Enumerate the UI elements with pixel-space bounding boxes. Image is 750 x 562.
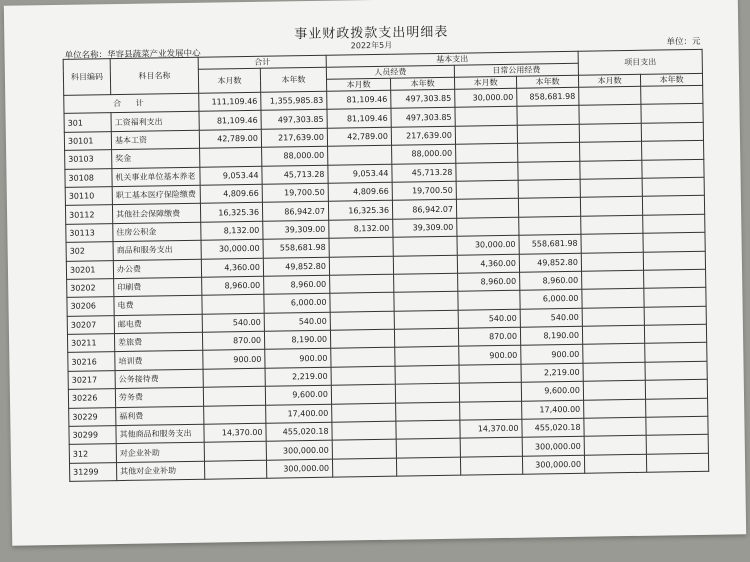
row-value: 8,190.00 bbox=[264, 330, 330, 349]
header-daily-year: 本年数 bbox=[516, 75, 578, 88]
header-total-month: 本月数 bbox=[198, 68, 260, 93]
row-name: 公务接待费 bbox=[115, 369, 203, 389]
row-value: 86,942.07 bbox=[392, 200, 456, 219]
row-value bbox=[645, 361, 707, 380]
row-name: 住房公积金 bbox=[113, 222, 201, 242]
currency-unit: 单位：元 bbox=[666, 36, 701, 48]
row-code: 30103 bbox=[65, 150, 112, 169]
row-value: 558,681.98 bbox=[519, 234, 581, 253]
row-value bbox=[579, 105, 641, 124]
row-value bbox=[583, 381, 645, 400]
document-page bbox=[4, 0, 746, 546]
row-value bbox=[455, 107, 517, 126]
row-value: 9,600.00 bbox=[521, 381, 583, 400]
row-code: 30113 bbox=[66, 223, 113, 242]
row-value bbox=[642, 140, 704, 159]
row-name: 差旅费 bbox=[114, 332, 202, 352]
row-value bbox=[456, 199, 518, 218]
row-name: 基本工资 bbox=[111, 130, 199, 150]
row-value: 540.00 bbox=[458, 309, 520, 328]
row-value bbox=[518, 198, 580, 217]
unit-name: 单位名称：华容县蔬菜产业发展中心 bbox=[64, 48, 201, 61]
row-value: 900.00 bbox=[459, 346, 521, 365]
row-value bbox=[331, 348, 395, 367]
row-value bbox=[455, 125, 517, 144]
row-value: 16,325.36 bbox=[328, 201, 392, 220]
row-value bbox=[584, 417, 646, 436]
row-code: 302 bbox=[66, 242, 113, 261]
row-value bbox=[203, 368, 265, 387]
row-value bbox=[518, 179, 580, 198]
header-personnel-month: 本月数 bbox=[326, 78, 390, 91]
row-value: 39,309.00 bbox=[393, 218, 457, 237]
row-value bbox=[644, 306, 706, 325]
row-value bbox=[456, 162, 518, 181]
row-value: 497,303.85 bbox=[261, 110, 327, 129]
row-code: 31299 bbox=[69, 462, 116, 481]
row-value: 30,000.00 bbox=[457, 235, 519, 254]
row-value: 45,713.28 bbox=[262, 165, 328, 184]
row-name: 劳务费 bbox=[115, 387, 203, 407]
row-value: 6,000.00 bbox=[520, 290, 582, 309]
row-value bbox=[396, 402, 460, 421]
row-value bbox=[642, 159, 704, 178]
row-value bbox=[329, 256, 393, 275]
row-code: 30201 bbox=[66, 260, 113, 279]
row-value bbox=[642, 177, 704, 196]
row-value bbox=[518, 161, 580, 180]
row-value: 217,639.00 bbox=[261, 128, 327, 147]
header-name: 科目名称 bbox=[110, 57, 199, 94]
row-value bbox=[393, 255, 457, 274]
row-value: 2,219.00 bbox=[265, 367, 331, 386]
row-value bbox=[584, 399, 646, 418]
row-value: 2,219.00 bbox=[521, 363, 583, 382]
row-value: 49,852.80 bbox=[263, 257, 329, 276]
total-cell: 111,109.46 bbox=[199, 92, 261, 111]
row-value bbox=[584, 436, 646, 455]
row-value bbox=[459, 364, 521, 383]
row-value bbox=[396, 439, 460, 458]
row-value bbox=[646, 453, 708, 472]
page-title: 事业财政拨款支出明细表 bbox=[294, 24, 449, 43]
row-value bbox=[644, 324, 706, 343]
header-total: 合计 bbox=[198, 55, 326, 69]
row-code: 30108 bbox=[65, 168, 112, 187]
row-value: 8,960.00 bbox=[458, 272, 520, 291]
total-cell bbox=[641, 85, 703, 104]
row-value: 30,000.00 bbox=[201, 239, 263, 258]
total-cell: 30,000.00 bbox=[455, 88, 517, 107]
row-name: 商品和服务支出 bbox=[113, 240, 201, 260]
row-value bbox=[332, 403, 396, 422]
row-value bbox=[394, 291, 458, 310]
row-value bbox=[645, 380, 707, 399]
row-value bbox=[644, 269, 706, 288]
row-value bbox=[457, 217, 519, 236]
row-value bbox=[204, 442, 266, 461]
row-value bbox=[330, 293, 394, 312]
header-daily: 日常公用经费 bbox=[454, 63, 578, 77]
row-value: 497,303.85 bbox=[391, 108, 455, 127]
row-value bbox=[459, 382, 521, 401]
row-value: 88,000.00 bbox=[392, 144, 456, 163]
row-value bbox=[395, 365, 459, 384]
row-value bbox=[394, 273, 458, 292]
row-value bbox=[644, 288, 706, 307]
row-name: 机关事业单位基本养老 bbox=[112, 167, 200, 187]
row-value bbox=[581, 215, 643, 234]
row-value bbox=[579, 123, 641, 142]
header-project: 项目支出 bbox=[578, 49, 702, 75]
row-value bbox=[582, 270, 644, 289]
row-code: 30217 bbox=[68, 370, 115, 389]
row-value bbox=[328, 145, 392, 164]
row-code: 30299 bbox=[69, 426, 116, 445]
row-value: 4,360.00 bbox=[457, 254, 519, 273]
row-value bbox=[641, 122, 703, 141]
header-personnel-year: 本年数 bbox=[390, 77, 454, 90]
row-value bbox=[517, 106, 579, 125]
row-value bbox=[583, 344, 645, 363]
row-code: 301 bbox=[64, 113, 111, 132]
row-code: 30207 bbox=[67, 315, 114, 334]
row-value: 455,020.18 bbox=[266, 422, 332, 441]
row-value: 88,000.00 bbox=[262, 146, 328, 165]
row-code: 30226 bbox=[68, 389, 115, 408]
row-value: 900.00 bbox=[203, 350, 265, 369]
row-value bbox=[203, 386, 265, 405]
row-value bbox=[582, 325, 644, 344]
row-value bbox=[581, 252, 643, 271]
row-value: 870.00 bbox=[458, 327, 520, 346]
row-name: 对企业补助 bbox=[116, 443, 204, 463]
row-value bbox=[200, 147, 262, 166]
row-value: 217,639.00 bbox=[391, 126, 455, 145]
row-value: 8,960.00 bbox=[264, 275, 330, 294]
total-cell: 81,109.46 bbox=[327, 90, 391, 109]
row-value: 16,325.36 bbox=[200, 203, 262, 222]
row-value: 6,000.00 bbox=[264, 294, 330, 313]
row-name: 其他商品和服务支出 bbox=[116, 424, 204, 444]
total-cell: 1,355,985.83 bbox=[261, 91, 327, 110]
row-value: 9,053.44 bbox=[200, 166, 262, 185]
header-project-month: 本月数 bbox=[578, 74, 640, 87]
row-value bbox=[332, 458, 396, 477]
row-code: 30112 bbox=[65, 205, 112, 224]
row-value bbox=[395, 383, 459, 402]
row-code: 30202 bbox=[67, 279, 114, 298]
row-value bbox=[580, 160, 642, 179]
row-name: 印刷费 bbox=[114, 277, 202, 297]
header-project-year: 本年数 bbox=[640, 73, 702, 86]
row-value: 9,053.44 bbox=[328, 164, 392, 183]
row-value bbox=[332, 421, 396, 440]
row-name: 其他社会保障缴费 bbox=[112, 204, 200, 224]
row-value bbox=[460, 438, 522, 457]
row-value bbox=[395, 347, 459, 366]
row-value: 8,132.00 bbox=[329, 219, 393, 238]
total-cell bbox=[579, 86, 641, 105]
row-value: 8,960.00 bbox=[520, 271, 582, 290]
row-value bbox=[396, 457, 460, 476]
row-value: 9,600.00 bbox=[265, 385, 331, 404]
expense-table bbox=[63, 49, 710, 482]
row-value bbox=[643, 251, 705, 270]
row-value: 300,000.00 bbox=[266, 459, 332, 478]
table-body bbox=[64, 85, 709, 481]
row-value bbox=[460, 456, 522, 475]
row-value: 540.00 bbox=[264, 312, 330, 331]
row-code: 312 bbox=[69, 444, 116, 463]
header-total-year: 本年数 bbox=[260, 67, 326, 92]
row-value bbox=[331, 384, 395, 403]
row-value bbox=[582, 289, 644, 308]
row-code: 30229 bbox=[69, 407, 116, 426]
row-value: 39,309.00 bbox=[263, 220, 329, 239]
row-value bbox=[332, 440, 396, 459]
row-value bbox=[580, 197, 642, 216]
row-value bbox=[394, 310, 458, 329]
row-value: 14,370.00 bbox=[204, 423, 266, 442]
row-value bbox=[581, 233, 643, 252]
row-value: 900.00 bbox=[521, 345, 583, 364]
row-name: 电费 bbox=[114, 296, 202, 316]
row-value: 19,700.50 bbox=[262, 183, 328, 202]
header-daily-month: 本月数 bbox=[454, 76, 516, 89]
row-value bbox=[580, 141, 642, 160]
row-value: 300,000.00 bbox=[266, 441, 332, 460]
row-value: 900.00 bbox=[265, 349, 331, 368]
row-value: 17,400.00 bbox=[266, 404, 332, 423]
row-code: 30216 bbox=[68, 352, 115, 371]
row-value: 4,809.66 bbox=[200, 184, 262, 203]
total-label: 合 计 bbox=[64, 93, 199, 114]
row-value bbox=[396, 420, 460, 439]
row-value bbox=[642, 196, 704, 215]
row-value bbox=[202, 295, 264, 314]
row-name: 职工基本医疗保险缴费 bbox=[112, 185, 200, 205]
row-value bbox=[456, 143, 518, 162]
total-cell: 858,681.98 bbox=[517, 87, 579, 106]
row-name: 其他对企业补助 bbox=[116, 461, 204, 481]
row-value bbox=[394, 328, 458, 347]
row-value bbox=[460, 401, 522, 420]
row-value bbox=[641, 104, 703, 123]
row-value bbox=[645, 343, 707, 362]
row-value bbox=[329, 237, 393, 256]
row-value bbox=[584, 454, 646, 473]
row-value bbox=[643, 232, 705, 251]
row-value bbox=[518, 142, 580, 161]
row-value: 4,809.66 bbox=[328, 182, 392, 201]
row-value bbox=[204, 460, 266, 479]
row-name: 奖金 bbox=[112, 148, 200, 168]
row-value bbox=[330, 329, 394, 348]
header-code: 科目编码 bbox=[63, 59, 111, 96]
row-value: 49,852.80 bbox=[519, 253, 581, 272]
row-name: 邮电费 bbox=[114, 314, 202, 334]
header-basic: 基本支出 bbox=[326, 51, 578, 67]
row-value: 81,109.46 bbox=[199, 111, 261, 130]
row-name: 工资福利支出 bbox=[111, 112, 199, 132]
row-value bbox=[580, 178, 642, 197]
row-value bbox=[458, 291, 520, 310]
row-value: 8,190.00 bbox=[520, 326, 582, 345]
row-value: 558,681.98 bbox=[263, 238, 329, 257]
row-value: 8,960.00 bbox=[202, 276, 264, 295]
row-value bbox=[330, 274, 394, 293]
row-value: 17,400.00 bbox=[522, 400, 584, 419]
row-code: 30206 bbox=[67, 297, 114, 316]
row-value bbox=[583, 362, 645, 381]
report-date: 2022年5月 bbox=[350, 40, 393, 51]
row-value bbox=[646, 416, 708, 435]
row-value bbox=[646, 435, 708, 454]
row-name: 培训费 bbox=[115, 351, 203, 371]
row-value bbox=[456, 180, 518, 199]
row-value bbox=[330, 311, 394, 330]
row-value: 8,132.00 bbox=[201, 221, 263, 240]
row-value: 14,370.00 bbox=[460, 419, 522, 438]
row-value: 300,000.00 bbox=[522, 437, 584, 456]
row-value: 81,109.46 bbox=[327, 109, 391, 128]
row-value bbox=[643, 214, 705, 233]
row-value: 540.00 bbox=[520, 308, 582, 327]
row-value bbox=[517, 124, 579, 143]
row-value: 870.00 bbox=[202, 331, 264, 350]
row-value: 42,789.00 bbox=[327, 127, 391, 146]
row-name: 福利费 bbox=[116, 406, 204, 426]
total-cell: 497,303.85 bbox=[391, 89, 455, 108]
row-value bbox=[331, 366, 395, 385]
row-value bbox=[582, 307, 644, 326]
row-value: 42,789.00 bbox=[199, 129, 261, 148]
row-value: 455,020.18 bbox=[522, 418, 584, 437]
row-value: 4,360.00 bbox=[201, 258, 263, 277]
row-value: 86,942.07 bbox=[262, 202, 328, 221]
row-value bbox=[393, 236, 457, 255]
row-value bbox=[519, 216, 581, 235]
row-value: 300,000.00 bbox=[522, 455, 584, 474]
row-code: 30101 bbox=[64, 131, 111, 150]
row-value: 19,700.50 bbox=[392, 181, 456, 200]
row-value bbox=[646, 398, 708, 417]
row-name: 办公费 bbox=[113, 259, 201, 279]
row-code: 30211 bbox=[67, 334, 114, 353]
row-code: 30110 bbox=[65, 187, 112, 206]
row-value bbox=[204, 405, 266, 424]
row-value: 540.00 bbox=[202, 313, 264, 332]
row-value: 45,713.28 bbox=[392, 163, 456, 182]
header-personnel: 人员经费 bbox=[326, 65, 454, 79]
